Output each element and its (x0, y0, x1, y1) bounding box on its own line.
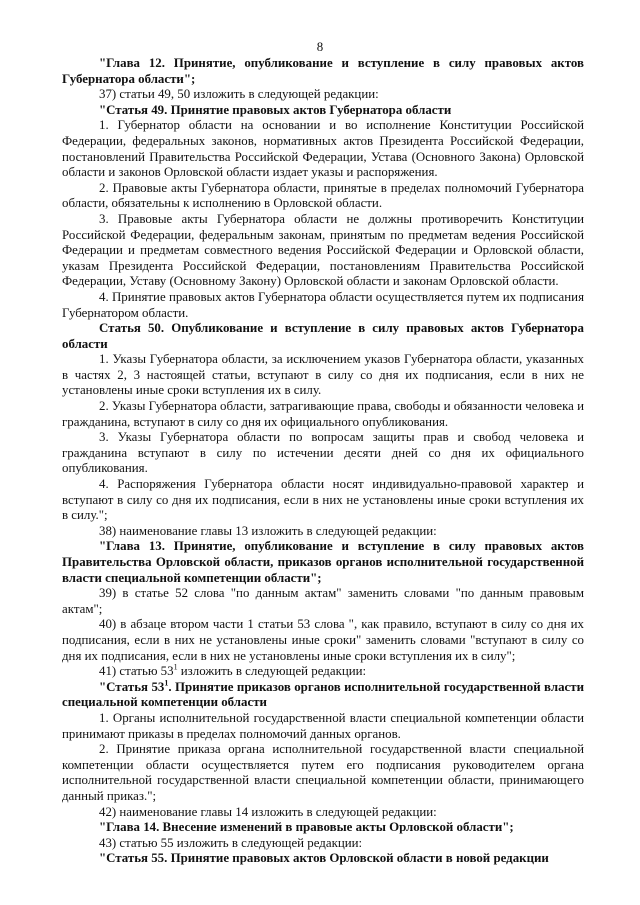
body-paragraph: 1. Губернатор области на основании и во исполнение Конституции Российской Федерации, федеральных законов, нормативных актов Президента Российской Федерации, постановлений Правительства Российской Федерации, Устава (Основного Закона) Орловской области и законов Орловской области издает указы и распоряжения. (62, 118, 584, 180)
heading-paragraph: Статья 50. Опубликование и вступление в силу правовых актов Губернатора области (62, 321, 584, 351)
body-paragraph: 43) статью 55 изложить в следующей редакции: (99, 835, 363, 850)
page-number: 8 (316, 40, 324, 54)
document-body (62, 56, 584, 867)
heading-paragraph: "Глава 12. Принятие, опубликование и вступление в силу правовых актов Губернатора области"; (62, 56, 584, 86)
body-paragraph: 41) статью $53^1$ изложить в следующей редакции: (99, 662, 367, 679)
body-paragraph: 40) в абзаце втором части 1 статьи 53 слова ", как правило, вступают в силу со дня их подписания, если в них не установлены иные сроки" заменить словами "вступают в силу со дня их подписания, если в них не установлены иные сроки вступления их в силу"; (62, 617, 584, 663)
heading-paragraph: "Статья 49. Принятие правовых актов Губернатора области (99, 102, 452, 117)
body-paragraph: 4. Принятие правовых актов Губернатора области осуществляется путем их подписания Губернатором области. (62, 289, 584, 320)
superscript-one: 1 (173, 662, 178, 672)
heading-paragraph: "Глава 14. Внесение изменений в правовые акты Орловской области"; (99, 820, 514, 835)
body-paragraph: 37) статьи 49, 50 изложить в следующей редакции: (99, 87, 379, 102)
heading-paragraph: "Глава 13. Принятие, опубликование и вступление в силу правовых актов Правительства Орловской области, приказов органов исполнительной государственной власти специальной компетенции области"; (62, 539, 584, 585)
body-paragraph: 2. Правовые акты Губернатора области, принятые в пределах полномочий Губернатора области, обязательны к исполнению в Орловской области. (62, 180, 584, 211)
body-paragraph: 2. Принятие приказа органа исполнительной государственной власти специальной компетенции области осуществляется путем его подписания руководителем органа исполнительной государственной власти специальной компетенции области, принимающего данный приказ."; (62, 742, 584, 803)
body-paragraph: 39) в статье 52 слова "по данным актам" заменить словами "по данным правовым актам"; (62, 586, 584, 616)
heading-paragraph: "Статья 55. Принятие правовых актов Орловской области в новой редакции (99, 851, 549, 866)
body-paragraph: 42) наименование главы 14 изложить в следующей редакции: (99, 804, 437, 819)
superscript-one: 1 (164, 678, 169, 688)
body-paragraph: 3. Указы Губернатора области по вопросам защиты прав и свобод человека и гражданина вступают в силу по истечении десяти дней со дня их официального опубликования. (62, 430, 584, 476)
body-paragraph: 1. Органы исполнительной государственной власти специальной компетенции области принимают приказы в пределах полномочий данных органов. (62, 710, 584, 741)
heading-paragraph: "Статья $53^1$. Принятие приказов органов исполнительной государственной власти специальной компетенции области (62, 678, 584, 710)
body-paragraph: 1. Указы Губернатора области, за исключением указов Губернатора области, указанных в частях 2, 3 настоящей статьи, вступают в силу со дня их подписания, если в них не установлены иные сроки вступления их в силу. (62, 352, 584, 398)
body-paragraph: 3. Правовые акты Губернатора области не должны противоречить Конституции Российской Федерации, федеральным законам, принятым по предметам ведения Российской Федерации и предметам совместного ведения Российской Федерации и Орловской области, указам Президента Российской Федерации, постановлениям Правительства Российской Федерации, Уставу (Основному Закону) Орловской области и законам Орловской области. (62, 211, 584, 289)
body-paragraph: 2. Указы Губернатора области, затрагивающие права, свободы и обязанности человека и гражданина, вступают в силу со дня их официального опубликования. (62, 399, 584, 429)
body-paragraph: 38) наименование главы 13 изложить в следующей редакции: (99, 523, 437, 538)
body-paragraph: 4. Распоряжения Губернатора области носят индивидуально-правовой характер и вступают в силу со дня их подписания, если в них не установлены иные сроки вступления их в силу."; (62, 477, 584, 523)
